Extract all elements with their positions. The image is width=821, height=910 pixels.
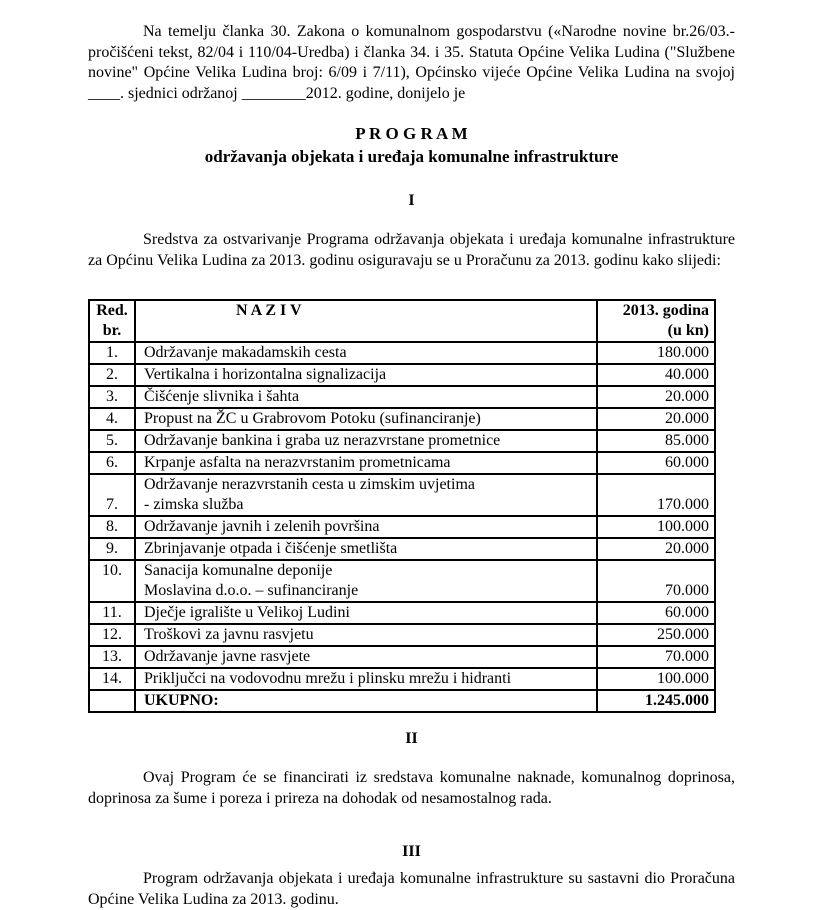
header-godina: 2013. godina (u kn) bbox=[597, 300, 715, 342]
title-block bbox=[88, 122, 735, 168]
section-numeral-iii: III bbox=[402, 843, 421, 860]
table-row bbox=[89, 342, 715, 364]
row-number: 14. bbox=[89, 668, 135, 690]
row-value: 20.000 bbox=[597, 386, 715, 408]
row-value: 100.000 bbox=[597, 668, 715, 690]
table-row bbox=[89, 430, 715, 452]
total-empty-cell bbox=[89, 690, 135, 712]
row-number: 5. bbox=[89, 430, 135, 452]
program-table-body bbox=[89, 342, 715, 690]
table-row bbox=[89, 408, 715, 430]
row-number: 1. bbox=[89, 342, 135, 364]
table-row bbox=[89, 516, 715, 538]
header-naziv: N A Z I V bbox=[135, 300, 597, 342]
section-i-paragraph: Sredstva za ostvarivanje Programa održavanja objekata i uređaja komunalne infrastrukture za Općinu Velika Ludina za 2013. godinu osiguravaju se u Proračunu za 2013. godinu kako slijedi: bbox=[88, 231, 735, 269]
row-name: Održavanje bankina i graba uz nerazvrstane prometnice bbox=[135, 430, 597, 452]
row-number: 10. bbox=[89, 560, 135, 602]
row-value: 180.000 bbox=[597, 342, 715, 364]
table-row bbox=[89, 538, 715, 560]
row-number: 9. bbox=[89, 538, 135, 560]
section-numeral-ii: II bbox=[405, 730, 418, 747]
table-row bbox=[89, 624, 715, 646]
row-name: Zbrinjavanje otpada i čišćenje smetlišta bbox=[135, 538, 597, 560]
row-name: Vertikalna i horizontalna signalizacija bbox=[135, 364, 597, 386]
row-name: Troškovi za javnu rasvjetu bbox=[135, 624, 597, 646]
row-value: 40.000 bbox=[597, 364, 715, 386]
table-header-row bbox=[89, 300, 715, 342]
row-number: 8. bbox=[89, 516, 135, 538]
row-name: Održavanje makadamskih cesta bbox=[135, 342, 597, 364]
row-number: 11. bbox=[89, 602, 135, 624]
table-total-row bbox=[89, 690, 715, 712]
section-numeral-i: I bbox=[408, 192, 415, 209]
table-row bbox=[89, 560, 715, 602]
total-label: UKUPNO: bbox=[135, 690, 597, 712]
row-value: 85.000 bbox=[597, 430, 715, 452]
row-value: 70.000 bbox=[597, 560, 715, 602]
row-value: 20.000 bbox=[597, 408, 715, 430]
intro-paragraph: Na temelju članka 30. Zakona o komunalnom gospodarstvu («Narodne novine br.26/03.-pročišćeni tekst, 82/04 i 110/04-Uredba) i članka 34. i 35. Statuta Općine Velika Ludina ("Službene novine" Općine Velika Ludina broj: 6/09 i 7/11), Općinsko vijeće Općine Velika Ludina na svojoj ____. sjednici održanoj ________2012. godine, donijelo je bbox=[88, 23, 735, 102]
row-name: Održavanje javnih i zelenih površina bbox=[135, 516, 597, 538]
table-row bbox=[89, 452, 715, 474]
row-value: 250.000 bbox=[597, 624, 715, 646]
row-number: 4. bbox=[89, 408, 135, 430]
table-row bbox=[89, 364, 715, 386]
document-title: P R O G R A M bbox=[355, 124, 468, 143]
row-name: Propust na ŽC u Grabrovom Potoku (sufinanciranje) bbox=[135, 408, 597, 430]
table-row bbox=[89, 668, 715, 690]
table-row bbox=[89, 646, 715, 668]
program-table bbox=[88, 299, 716, 713]
row-value: 60.000 bbox=[597, 452, 715, 474]
row-name: Krpanje asfalta na nerazvrstanim prometnicama bbox=[135, 452, 597, 474]
table-row bbox=[89, 386, 715, 408]
row-name: Održavanje javne rasvjete bbox=[135, 646, 597, 668]
row-name: Čišćenje slivnika i šahta bbox=[135, 386, 597, 408]
row-name: Priključci na vodovodnu mrežu i plinsku mrežu i hidranti bbox=[135, 668, 597, 690]
header-red-br: Red. br. bbox=[89, 300, 135, 342]
row-number: 12. bbox=[89, 624, 135, 646]
row-name: Održavanje nerazvrstanih cesta u zimskim uvjetima - zimska služba bbox=[135, 474, 597, 516]
row-name: Dječje igralište u Velikoj Ludini bbox=[135, 602, 597, 624]
row-number: 2. bbox=[89, 364, 135, 386]
row-number: 7. bbox=[89, 474, 135, 516]
section-ii-paragraph: Ovaj Program će se financirati iz sredstava komunalne naknade, komunalnog doprinosa, doprinosa za šume i poreza i prireza na dohodak od nesamostalnog rada. bbox=[88, 769, 735, 807]
row-value: 170.000 bbox=[597, 474, 715, 516]
section-iii-paragraph: Program održavanja objekata i uređaja komunalne infrastrukture su sastavni dio Proračuna Općine Velika Ludina za 2013. godinu. bbox=[88, 870, 735, 908]
row-value: 20.000 bbox=[597, 538, 715, 560]
row-number: 6. bbox=[89, 452, 135, 474]
row-number: 3. bbox=[89, 386, 135, 408]
row-value: 60.000 bbox=[597, 602, 715, 624]
row-name: Sanacija komunalne deponije Moslavina d.o.o. – sufinanciranje bbox=[135, 560, 597, 602]
row-value: 70.000 bbox=[597, 646, 715, 668]
table-row bbox=[89, 602, 715, 624]
document-subtitle: održavanja objekata i uređaja komunalne infrastrukture bbox=[204, 147, 619, 166]
row-value: 100.000 bbox=[597, 516, 715, 538]
table-row bbox=[89, 474, 715, 516]
total-value: 1.245.000 bbox=[597, 690, 715, 712]
row-number: 13. bbox=[89, 646, 135, 668]
